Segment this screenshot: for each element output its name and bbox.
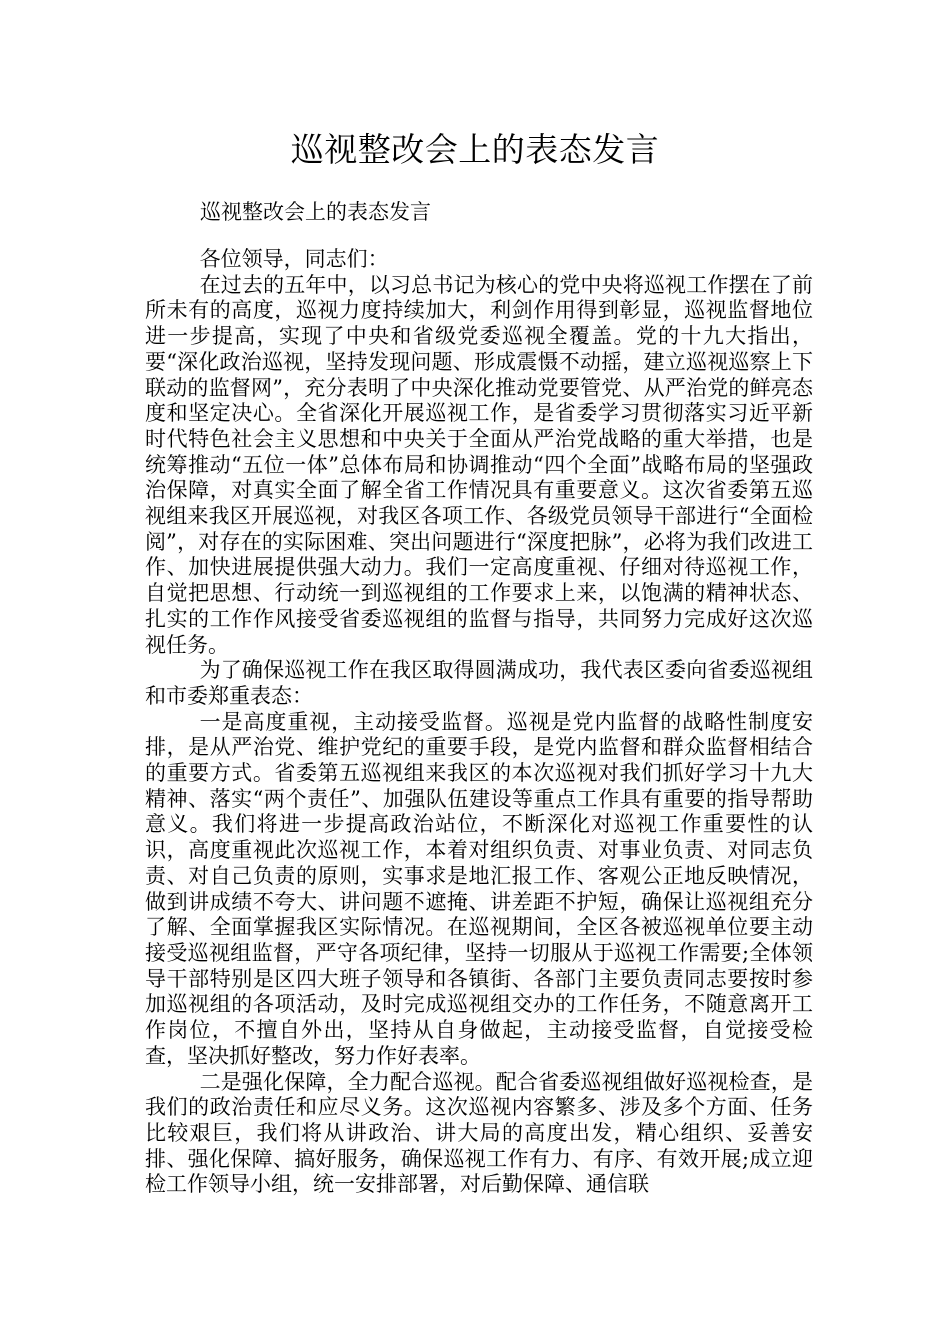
paragraph-intro: 在过去的五年中，以习总书记为核心的党中央将巡视工作摆在了前所未有的高度，巡视力度持续加大，利剑作用得到彰显，巡视监督地位进一步提高，实现了中央和省级党委巡视全覆盖。党的十九大指出，要“深化政治巡视，坚持发现问题、形成震慑不动摇，建立巡视巡察上下联动的监督网”，充分表明了中央深化推动党要管党、从严治党的鲜亮态度和坚定决心。全省深化开展巡视工作，是省委学习贯彻落实习近平新时代特色社会主义思想和中央关于全面从严治党战略的重大举措，也是统筹推动“五位一体”总体布局和协调推动“四个全面”战略布局的坚强政治保障，对真实全面了解全省工作情况具有重要意义。这次省委第五巡视组来我区开展巡视，对我区各项工作、各级党员领导干部进行“全面检阅”，对存在的实际困难、突出问题进行“深度把脉”，必将为我们改进工作、加快进展提供强大动力。我们一定高度重视、仔细对待巡视工作，自觉把思想、行动统一到巡视组的工作要求上来，以饱满的精神状态、扎实的工作作风接受省委巡视组的监督与指导，共同努力完成好这次巡视任务。	[145, 272, 813, 657]
salutation: 各位领导，同志们：	[199, 247, 389, 271]
paragraph-statement: 为了确保巡视工作在我区取得圆满成功，我代表区委向省委巡视组和市委郑重表态：	[145, 658, 813, 708]
document-title: 巡视整改会上的表态发言	[290, 130, 660, 169]
paragraph-point-one: 一是高度重视，主动接受监督。巡视是党内监督的战略性制度安排，是从严治党、维护党纪的重要手段，是党内监督和群众监督相结合的重要方式。省委第五巡视组来我区的本次巡视对我们抓好学习十九大精神、落实“两个责任”、加强队伍建设等重点工作具有重要的指导帮助意义。我们将进一步提高政治站位，不断深化对巡视工作重要性的认识，高度重视此次巡视工作，本着对组织负责、对事业负责、对同志负责、对自己负责的原则，实事求是地汇报工作、客观公正地反映情况，做到讲成绩不夸大、讲问题不遮掩、讲差距不护短，确保让巡视组充分了解、全面掌握我区实际情况。在巡视期间，全区各被巡视单位要主动接受巡视组监督，严守各项纪律，坚持一切服从于巡视工作需要;全体领导干部特别是区四大班子领导和各镇街、各部门主要负责同志要按时参加巡视组的各项活动，及时完成巡视组交办的工作任务，不随意离开工作岗位，不擅自外出，坚持从自身做起，主动接受监督，自觉接受检查，坚决抓好整改，努力作好表率。	[145, 709, 813, 1068]
document-subtitle: 巡视整改会上的表态发言	[200, 200, 431, 224]
document-body	[145, 247, 813, 1198]
paragraph-point-two: 二是强化保障，全力配合巡视。配合省委巡视组做好巡视检查，是我们的政治责任和应尽义务。这次巡视内容繁多、涉及多个方面、任务比较艰巨，我们将从讲政治、讲大局的高度出发，精心组织、妥善安排、强化保障、搞好服务，确保巡视工作有力、有序、有效开展;成立迎检工作领导小组，统一安排部署，对后勤保障、通信联	[145, 1069, 813, 1197]
